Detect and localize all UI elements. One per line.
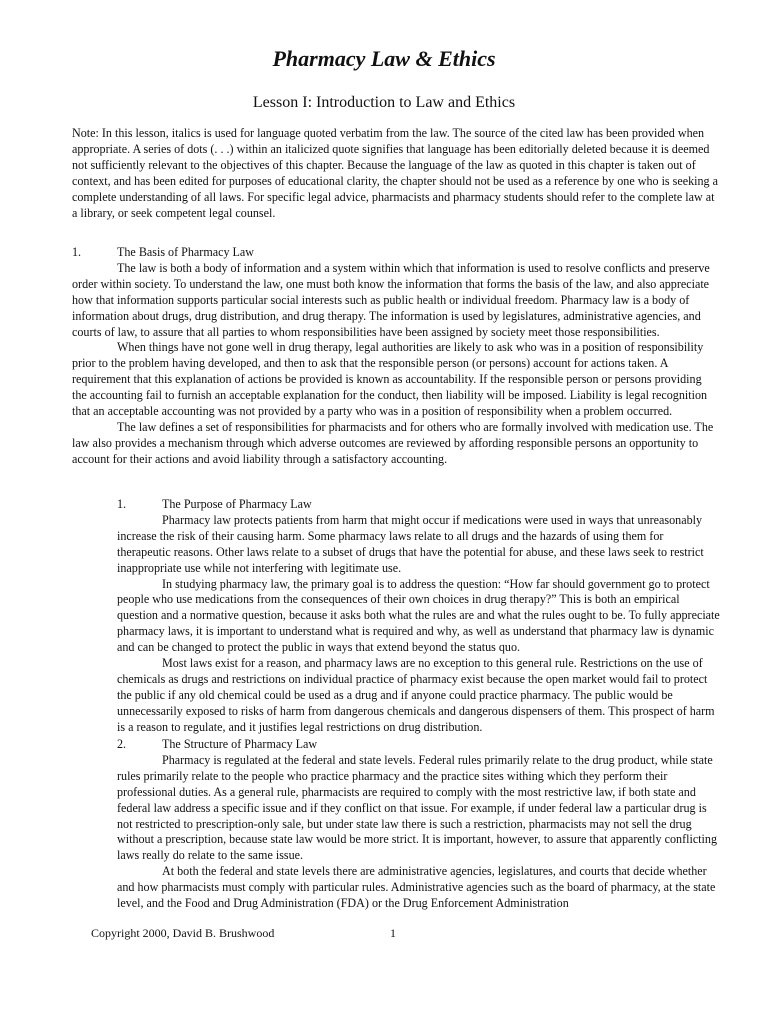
section-number: 1. bbox=[72, 245, 82, 259]
document-title: Pharmacy Law & Ethics bbox=[272, 46, 496, 71]
paragraph: Most laws exist for a reason, and pharmacy laws are no exception to this general rule. Restrictions on the use of chemicals as drugs and restrictions on individual practice of pharmacy exist because the open market would fail to protect the public if any old chemical could be used as a drug and if anyone could practice pharmacy. The public would be unnecessarily exposed to risks of harm from dangerous chemicals and dangerous dispensers of them. This prospect of harm is a reason to regulate, and it justifies legal restrictions on drug distribution. bbox=[117, 656, 715, 734]
section-heading bbox=[72, 245, 718, 261]
paragraph: Pharmacy law protects patients from harm that might occur if medications were used in ways that unreasonably increase the risk of their causing harm. Some pharmacy laws relate to all drugs and the hazards of using them for therapeutic reasons. Other laws relate to a subset of drugs that have the potential for abuse, and these laws seek to restrict inappropriate use while not interfering with legitimate use. bbox=[117, 512, 704, 575]
paragraph: In studying pharmacy law, the primary goal is to address the question: “How far should government go to protect people who use medications from the consequences of their own choices in drug therapy?” This is both an empirical question and a normative question, because it asks both what the rules are and what the rules ought to be. To fully appreciate pharmacy laws, it is important to understand what is required and why, as well as understand that pharmacy law is dynamic and can be changed to protect the public in ways that extend beyond the status quo. bbox=[117, 576, 720, 655]
section-title: The Basis of Pharmacy Law bbox=[117, 245, 255, 259]
paragraph: The law defines a set of responsibilities for pharmacists and for others who are formally involved with medication use. The law also provides a mechanism through which adverse outcomes are reviewed by affording responsible persons an opportunity to account for their actions and avoid liability through a satisfactory accounting. bbox=[72, 419, 714, 466]
note-paragraph: Note: In this lesson, italics is used for language quoted verbatim from the law. The source of the cited law has been provided when appropriate. A series of dots (. . .) within an italicized quote signifies that language has been editorially deleted because it is deemed not sufficiently relevant to the objectives of this chapter. Because the language of the law as quoted in this chapter is taken out of context, and has been edited for purposes of educational clarity, the chapter should not be used as a reference by one who is seeking a complete understanding of all laws. For specific legal advice, pharmacists and pharmacy students should refer to the complete law at a library, or seek competent legal counsel. bbox=[72, 126, 718, 220]
subsection-title: The Structure of Pharmacy Law bbox=[162, 737, 318, 751]
editorial-note bbox=[72, 126, 718, 221]
lesson-subtitle: Lesson I: Introduction to Law and Ethics bbox=[252, 94, 516, 111]
subsection-heading bbox=[117, 497, 720, 513]
paragraph: The law is both a body of information and a system within which that information is used to resolve conflicts and preserve order within society. To understand the law, one must both know the information that forms the basis of the law, and also appreciate how that information supports particular social interests such as public health or individual freedom. Pharmacy law is a body of information about drugs, drug distribution, and drug therapy. The information is used by legislatures, administrative agencies, and courts of law, to assure that all parties to whom responsibilities have been assigned by society meet those responsibilities. bbox=[72, 260, 710, 339]
subsection-title: The Purpose of Pharmacy Law bbox=[162, 497, 312, 511]
paragraph: When things have not gone well in drug therapy, legal authorities are likely to ask who was in a position of responsibility prior to the problem having developed, and then to ask that the responsible person (or persons) account for actions taken. A requirement that this explanation of actions be provided is known as accountability. If the responsible person or persons providing the accounting fail to furnish an acceptable explanation for the conduct, then liability will be imposed. Liability is legal recognition that an acceptable accounting was not provided by a party who was in a position of responsibility when a problem occurred. bbox=[72, 340, 708, 419]
subsection-structure-of-pharmacy-law bbox=[117, 737, 720, 912]
subsection-number: 2. bbox=[117, 737, 127, 751]
subsection-purpose-of-pharmacy-law bbox=[117, 497, 720, 736]
paragraph: Pharmacy is regulated at the federal and state levels. Federal rules primarily relate to the drug product, while state rules primarily relate to the people who practice pharmacy and the practice sites withing which they perform their professional duties. As a general rule, pharmacists are required to comply with the most restrictive law, if both state and federal law address a specific issue and if they conflict on that issue. For example, if under federal law a particular drug is not restricted to prescription-only sale, but under state law there is such a restriction, pharmacists may not sell the drug without a prescription, because state law would be more strict. It is important, however, to assure that apparently conflicting laws really do relate to the same issue. bbox=[117, 752, 717, 863]
footer-copyright: Copyright 2000, David B. Brushwood bbox=[91, 926, 275, 940]
section-basis-of-pharmacy-law bbox=[72, 245, 718, 468]
subsection-heading bbox=[117, 737, 720, 753]
subsection-number: 1. bbox=[117, 497, 127, 511]
paragraph: At both the federal and state levels there are administrative agencies, legislatures, and courts that decide whether and how pharmacists must comply with particular rules. Administrative agencies such as the board of pharmacy, at the state level, and the Food and Drug Administration (FDA) or the Drug Enforcement Administration bbox=[117, 864, 716, 911]
footer-page-number: 1 bbox=[390, 926, 396, 940]
